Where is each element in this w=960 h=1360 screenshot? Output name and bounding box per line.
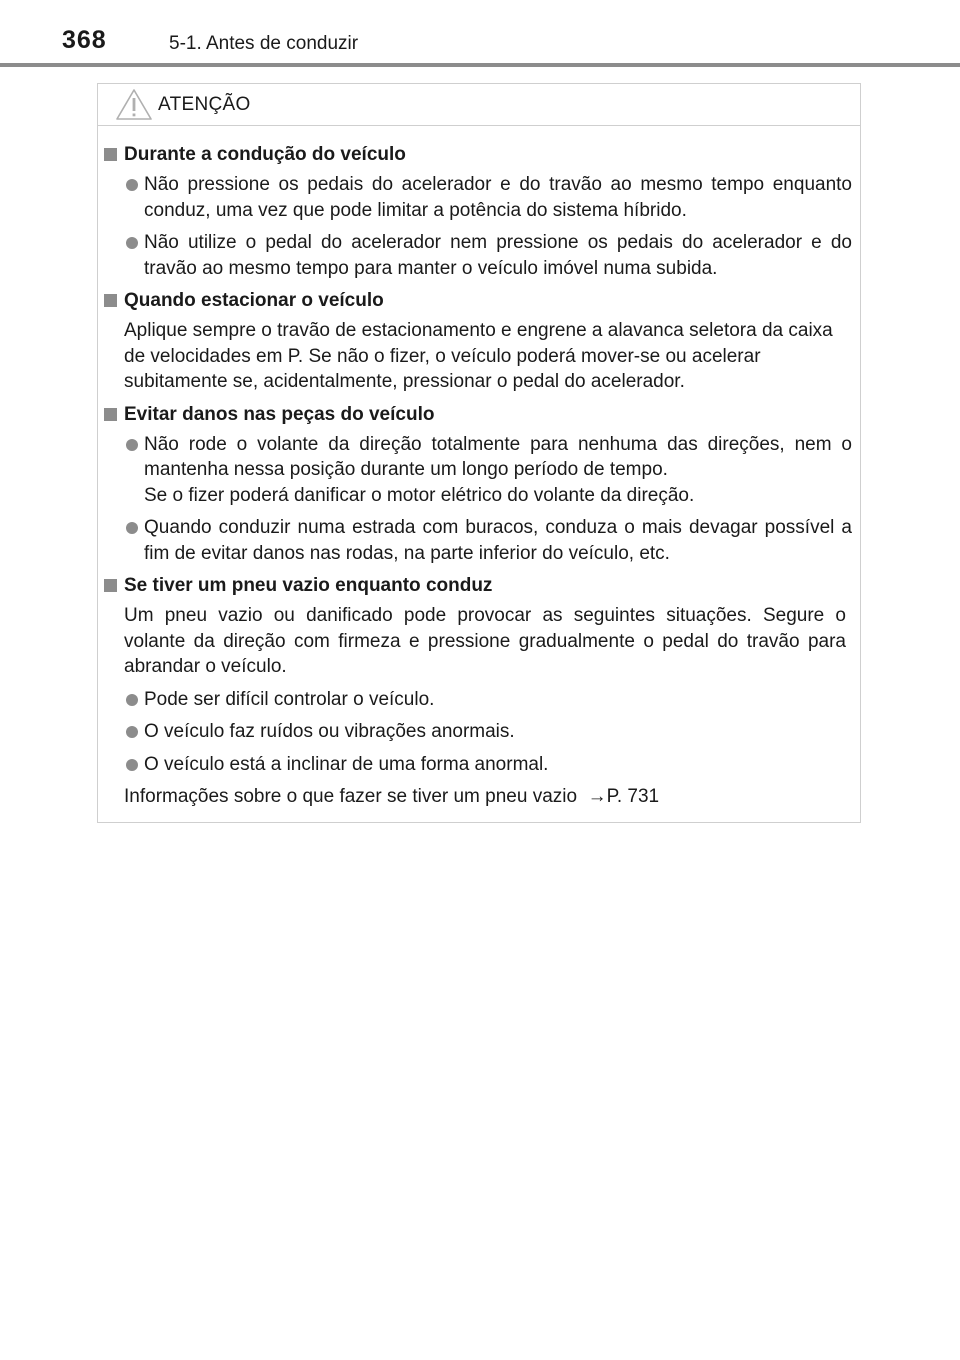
reference-text: Informações sobre o que fazer se tiver um pneu vazio [124, 786, 578, 807]
warning-box [97, 83, 861, 823]
section-heading-text: Se tiver um pneu vazio enquanto conduz [124, 575, 493, 596]
list-item [98, 687, 860, 713]
section-heading [98, 288, 860, 313]
section-heading [98, 142, 860, 167]
section-heading-text: Evitar danos nas peças do veículo [124, 403, 435, 425]
arrow-right-icon: → [582, 786, 607, 807]
section-heading-text: Quando estacionar o veículo [124, 290, 384, 311]
list-item-text: O veículo está a inclinar de uma forma anormal. [144, 753, 549, 775]
paragraph: Um pneu vazio ou danificado pode provocar as seguintes situações. Segure o volante da direção com firmeza e pressione gradualmente o pedal do travão para abrandar o veículo. [124, 605, 846, 677]
round-bullet-icon [126, 237, 138, 249]
round-bullet-icon [126, 759, 138, 771]
section-title: 5-1. Antes de conduzir [169, 33, 359, 54]
square-bullet-icon [104, 148, 117, 161]
list-item-text: Não utilize o pedal do acelerador nem pressione os pedais do acelerador e do travão ao mesmo tempo para manter o veículo imóvel numa subida. [144, 232, 852, 279]
square-bullet-icon [104, 408, 117, 421]
section-heading [98, 573, 860, 598]
list-item-text: Não pressione os pedais do acelerador e do travão ao mesmo tempo enquanto conduz, uma vez que pode limitar a potência do sistema híbrido. [144, 174, 852, 221]
paragraph: Aplique sempre o travão de estacionamento e engrene a alavanca seletora da caixa de velocidades em P. Se não o fizer, o veículo poderá mover-se ou acelerar subitamente se, acidentalmente, pressionar o pedal do acelerador. [124, 320, 833, 392]
list-item [98, 719, 860, 745]
square-bullet-icon [104, 579, 117, 592]
list-item-extra-text: Se o fizer poderá danificar o motor elétrico do volante da direção. [144, 484, 695, 506]
warning-triangle-icon [115, 88, 153, 121]
list-item-text: Não rode o volante da direção totalmente para nenhuma das direções, nem o mantenha nessa posição durante um longo período de tempo. [144, 433, 852, 480]
round-bullet-icon [126, 439, 138, 451]
page-number: 368 [62, 26, 107, 54]
section-heading-text: Durante a condução do veículo [124, 144, 406, 165]
page-header [0, 0, 960, 70]
page-reference-link[interactable]: P. 731 [606, 786, 660, 807]
round-bullet-icon [126, 726, 138, 738]
list-item [98, 432, 860, 509]
list-item [98, 172, 860, 223]
list-item-text: Pode ser difícil controlar o veículo. [144, 688, 435, 710]
square-bullet-icon [104, 294, 117, 307]
warning-header [98, 84, 860, 126]
reference-paragraph [98, 784, 860, 810]
list-item-text: O veículo faz ruídos ou vibrações anormais. [144, 721, 515, 742]
header-rule [0, 63, 960, 67]
round-bullet-icon [126, 694, 138, 706]
list-item [98, 515, 860, 566]
list-item-text: Quando conduzir numa estrada com buracos, conduza o mais devagar possível a fim de evitar danos nas rodas, na parte inferior do veículo, etc. [144, 517, 852, 564]
list-item [98, 230, 860, 281]
warning-content [98, 142, 860, 817]
list-item [98, 752, 860, 778]
section-heading [98, 402, 860, 427]
warning-label: ATENÇÃO [158, 94, 251, 115]
round-bullet-icon [126, 179, 138, 191]
round-bullet-icon [126, 522, 138, 534]
